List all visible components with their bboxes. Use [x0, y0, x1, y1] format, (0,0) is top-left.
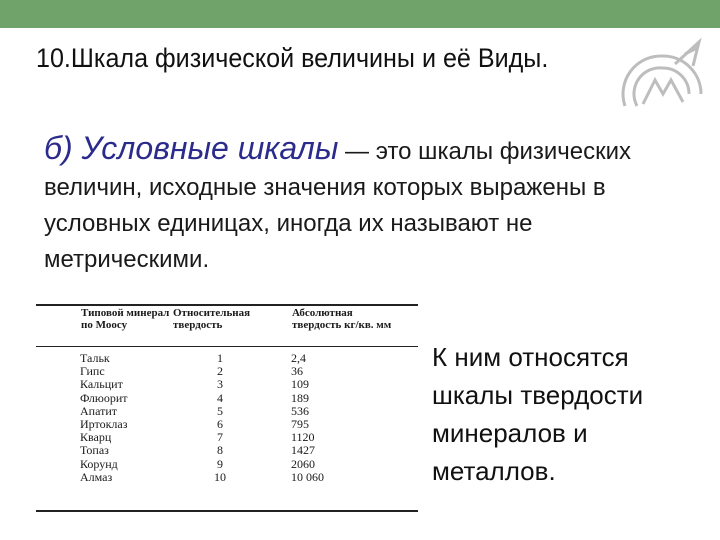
mineral-cell: Гипс — [80, 364, 105, 379]
relative-cell: 5 — [217, 403, 223, 418]
mineral-cell: Топаз — [80, 443, 109, 458]
absolute-cell: 189 — [291, 390, 309, 405]
relative-cell: 4 — [217, 390, 223, 405]
relative-cell: 7 — [217, 430, 223, 445]
table-bottom-rule — [36, 510, 418, 512]
relative-cell: 1 — [217, 351, 223, 365]
mineral-cell: Корунд — [80, 456, 118, 471]
mineral-cell: Апатит — [80, 403, 118, 418]
hardness-table — [36, 298, 418, 514]
absolute-cell: 536 — [291, 403, 309, 418]
mineral-cell: Алмаз — [80, 469, 113, 484]
mineral-cell: Флюорит — [80, 390, 128, 405]
table-row — [36, 378, 418, 391]
definition-text: — это шкалы физических величин, исходные значения которых выражены в условных единицах, иногда их называют не метрическими. — [44, 138, 632, 273]
absolute-cell: 795 — [291, 416, 309, 431]
relative-cell: 3 — [217, 377, 223, 392]
mineral-cell: Тальк — [80, 351, 110, 365]
table-row — [36, 444, 418, 457]
relative-cell: 8 — [217, 443, 223, 458]
table-row — [36, 405, 418, 418]
absolute-cell: 109 — [291, 377, 309, 392]
table-top-rule — [36, 304, 418, 306]
definition-paragraph — [44, 130, 654, 278]
side-note: К ним относятся шкалы твердости минералов и металлов. — [432, 342, 644, 486]
mineral-cell: Кальцит — [80, 377, 123, 392]
table-header-rule — [36, 346, 418, 347]
relative-cell: 9 — [217, 456, 223, 471]
metrology-logo-icon — [615, 36, 707, 116]
top-accent-bar — [0, 0, 720, 28]
absolute-cell: 1120 — [291, 430, 315, 445]
absolute-cell: 2,4 — [291, 351, 306, 365]
column-header-relative: Относительная твердость — [173, 307, 251, 331]
slide-title: 10.Шкала физической величины и её Виды. — [36, 43, 549, 73]
absolute-cell: 2060 — [291, 456, 315, 471]
table-row — [36, 392, 418, 405]
column-header-absolute: Абсолютная твердость кг/кв. мм — [292, 307, 392, 331]
mineral-cell: Кварц — [80, 430, 112, 445]
absolute-cell: 1427 — [291, 443, 315, 458]
relative-cell: 10 — [214, 469, 226, 484]
term-heading: б) Условные шкалы — [44, 130, 339, 166]
table-body — [36, 352, 418, 484]
table-row — [36, 471, 418, 484]
column-header-mineral: Типовой минерал по Моосу — [81, 307, 170, 331]
relative-cell: 6 — [217, 416, 223, 431]
table-row — [36, 458, 418, 471]
mineral-cell: Иртоклаз — [80, 416, 128, 431]
absolute-cell: 36 — [291, 364, 303, 379]
relative-cell: 2 — [217, 364, 223, 379]
absolute-cell: 10 060 — [291, 469, 324, 484]
